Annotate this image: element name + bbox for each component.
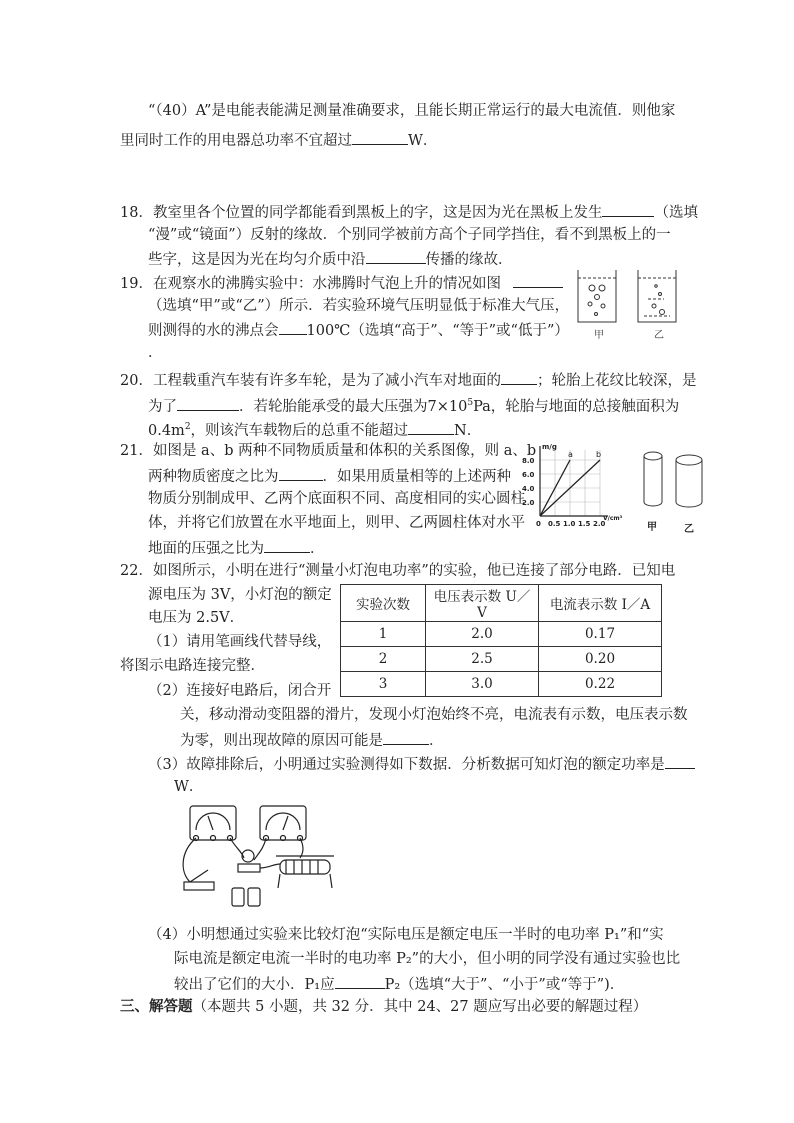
q19-line3: 则测得的水的沸点会 100℃（选填“高于”、“等于”或“低于”）: [148, 318, 569, 342]
answer-blank[interactable]: [264, 536, 310, 553]
q22-p2-a: （2）连接好电路后，闭合开: [148, 683, 332, 699]
table-header: 电压表示数 U／V: [426, 585, 539, 622]
answer-blank[interactable]: [352, 128, 408, 145]
q21-line5: 地面的压强之比为 ．: [148, 536, 325, 560]
table-cell: 2: [341, 647, 426, 672]
x-tick: 0: [536, 520, 541, 528]
q22-p4-c: 较出了它们的大小．P₁应 P₂（选填“大于”、“小于”或“等于”)．: [174, 972, 624, 996]
cylinder-a: [644, 456, 662, 506]
y-axis-label: m/g: [542, 443, 557, 451]
y-tick: 6.0: [522, 471, 535, 479]
q21-line2: 两种物质密度之比为 ．如果用质量相等的上述两种: [148, 464, 511, 488]
beaker-a-label: 甲: [594, 330, 604, 341]
q18-line3: 些字，这是因为光在均匀介质中沿 传播的缘故．: [148, 247, 513, 271]
q22-line3: 电压为 2.5V．: [148, 610, 245, 626]
mass-volume-graph: [514, 440, 623, 532]
q19-line4: ．: [148, 345, 163, 361]
table-row: [341, 622, 662, 647]
q17-line1: “（40）A”是电能表能满足测量准确要求，且能长期正常运行的最大电流值．则他家: [148, 103, 676, 119]
line-b-label: b: [596, 450, 602, 459]
table-cell: 0.20: [539, 647, 662, 672]
table-cell: 2.0: [426, 622, 539, 647]
answer-blank[interactable]: [335, 972, 385, 989]
answer-blank[interactable]: [177, 394, 239, 411]
q22-p2-b: 关，移动滑动变阻器的滑片，发现小灯泡始终不亮，电流表有示数，电压表示数: [180, 707, 688, 723]
q22-p4-a: （4）小明想通过实验来比较灯泡“实际电压是额定电压一半时的电功率 P₁”和“实: [148, 927, 664, 943]
q21-line4: 体，并将它们放置在水平地面上，则甲、乙两圆柱体对水平: [148, 515, 525, 531]
section-note: （本题共 5 小题，共 32 分．其中 24、27 题应写出必要的解题过程）: [192, 999, 648, 1015]
table-cell: 2.5: [426, 647, 539, 672]
q22-p4-b: 际电流是额定电流一半时的电功率 P₂”的大小，但小明的同学没有通过实验也比: [174, 951, 681, 967]
boiling-beakers-figure: [572, 266, 686, 342]
circuit-figure: [176, 802, 340, 910]
q20-line2: 为了 ．若轮胎能承受的最大压强为$7\times 10^5Pa$，轮胎与地面的总接触面积为: [148, 392, 679, 418]
table-row: [341, 672, 662, 697]
x-tick: 2.0: [593, 520, 606, 528]
measurement-table: [340, 584, 662, 697]
table-cell: 3.0: [426, 672, 539, 697]
q21-line1: 21．如图是 a、b 两种不同物质质量和体积的关系图像，则 a、b: [120, 443, 537, 459]
answer-blank[interactable]: [366, 247, 426, 264]
beaker-b: [638, 270, 676, 322]
table-cell: 1: [341, 622, 426, 647]
table-cell: 0.22: [539, 672, 662, 697]
q18-line1: 18．教室里各个位置的同学都能看到黑板上的字，这是因为光在黑板上发生 （选填: [120, 200, 698, 224]
q19-line2: （选填“甲”或“乙”）所示．若实验环境气压明显低于标准大气压，: [148, 298, 570, 314]
table-cell: 3: [341, 672, 426, 697]
q17-line2: 里同时工作的用电器总功率不宜超过 W．: [120, 128, 437, 152]
table-header: 实验次数: [341, 585, 426, 622]
rheostat: [280, 860, 330, 874]
x-tick: 1.0: [563, 520, 576, 528]
answer-blank[interactable]: [383, 728, 429, 745]
cylinders-figure: [636, 448, 710, 534]
line-a-label: a: [568, 450, 573, 459]
cylinder-b: [676, 460, 702, 507]
q22-p2-c: 为零，则出现故障的原因可能是 ．: [180, 728, 444, 752]
q21-line3: 物质分别制成甲、乙两个底面积不同、高度相同的实心圆柱: [148, 491, 525, 507]
q20-line1: 20．工程载重汽车装有许多车轮，是为了减小汽车对地面的 ；轮胎上花纹比较深，是: [120, 368, 696, 392]
answer-blank[interactable]: [501, 368, 537, 385]
x-tick: 0.5: [548, 520, 561, 528]
beaker-b-label: 乙: [654, 330, 664, 341]
q19-line1: 19．在观察水的沸腾实验中：水沸腾时气泡上升的情况如图: [120, 271, 563, 295]
x-axis-label: V/cm³: [603, 515, 623, 522]
cylinder-b-label: 乙: [684, 524, 694, 535]
table-header-row: [341, 585, 662, 622]
answer-blank[interactable]: [665, 752, 695, 769]
bulb: [242, 850, 254, 862]
answer-blank[interactable]: [279, 464, 323, 481]
table-header: 电流表示数 I／A: [539, 585, 662, 622]
y-tick: 8.0: [522, 457, 535, 465]
q22-p3-a: （3）故障排除后，小明通过实验测得如下数据．分析数据可知灯泡的额定功率是: [148, 752, 695, 776]
answer-blank[interactable]: [513, 271, 563, 288]
table-cell: 0.17: [539, 622, 662, 647]
section-heading: [120, 996, 647, 1018]
beaker-a: [578, 270, 616, 322]
q18-line2: “漫”或“镜面”）反射的缘故．个别同学被前方高个子同学挡住，看不到黑板上的一: [148, 227, 671, 243]
answer-blank[interactable]: [408, 418, 454, 435]
section-title: 三、解答题: [120, 998, 193, 1015]
q22-p1-a: （1）请用笔画线代替导线，: [148, 634, 332, 650]
answer-blank[interactable]: [279, 318, 307, 335]
answer-blank[interactable]: [602, 200, 654, 217]
table-row: [341, 647, 662, 672]
q22-line1: 22．如图所示，小明在进行“测量小灯泡电功率”的实验，他已连接了部分电路．已知电: [120, 563, 676, 579]
x-tick: 1.5: [578, 520, 591, 528]
cylinder-a-label: 甲: [647, 522, 657, 533]
battery: [232, 888, 244, 906]
switch: [184, 882, 214, 890]
q20-line3: $0.4m^2$，则该汽车载物后的总重不能超过 N．: [148, 416, 481, 442]
q22-p1-b: 将图示电路连接完整．: [120, 658, 265, 674]
q22-line2: 源电压为 3V，小灯泡的额定: [148, 587, 332, 603]
q22-p3-b: W．: [174, 779, 204, 795]
y-tick: 2.0: [522, 499, 535, 507]
y-tick: 4.0: [522, 485, 535, 493]
